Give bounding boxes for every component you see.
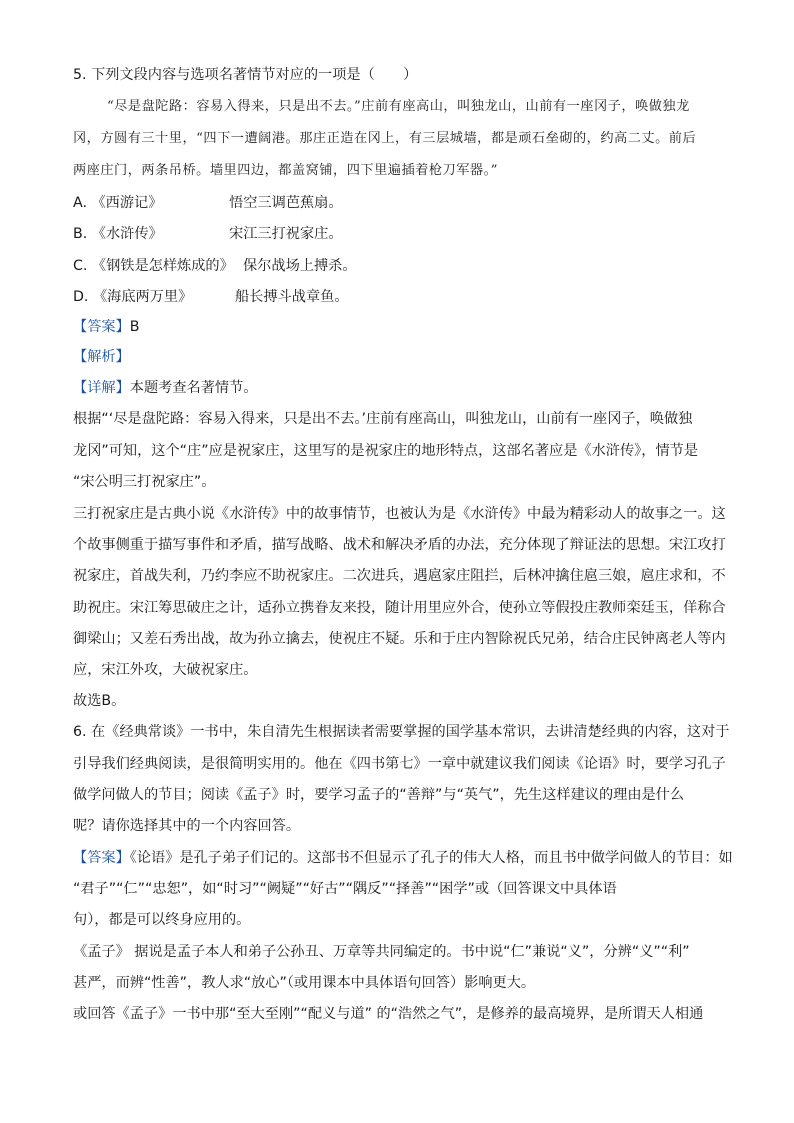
q5-option-b: [73, 224, 343, 244]
option-c-label: C. 《钢铁是怎样炼成的》: [73, 258, 234, 274]
option-d-label: D. 《海底两万里》: [73, 289, 193, 305]
q5-option-a: [73, 193, 343, 213]
option-b-text: 宋江三打祝家庄。: [229, 226, 343, 242]
q6-answer-line-6: 或回答《孟子》一书中那“至大至刚”“配义与道” 的“浩然之气”，是修养的最高境界，是所谓天人相通: [73, 1006, 704, 1022]
q5-quote-line-3: 两座庄门，两条吊桥。墙里四边，都盖窝铺，四下里遍插着枪刀军器。”: [73, 163, 498, 178]
q6-stem-line-2: 引导我们经典阅读，是很简明实用的。他在《四书第七》一章中就建议我们阅读《论语》时，要学习孔子: [73, 756, 726, 772]
q6-answer-tag: 【答案】: [73, 850, 130, 866]
q6-answer-line-3: 句），都是可以终身应用的。: [73, 912, 251, 928]
option-c-text: 保尔战场上搏杀。: [243, 258, 357, 274]
option-a-label: A. 《西游记》: [73, 195, 163, 211]
q5-detail-line-6: 祝家庄，首战失利，乃约李应不助祝家庄。二次进兵，遇扈家庄阻拦，后林冲擒住扈三娘，扈庄求和，不: [73, 568, 726, 584]
q5-analysis-heading: [73, 347, 130, 367]
q5-detail-line-4: 三打祝家庄是古典小说《水浒传》中的故事情节，也被认为是《水浒传》中最为精彩动人的故事之一。这: [73, 506, 726, 522]
q5-detail-line-10: 故选B。: [73, 693, 126, 709]
q5-detail-line-7: 助祝庄。宋江筹思破庄之计，适孙立携眷友来投，随计用里应外合，使孙立等假投庄教师栾廷玉，佯称合: [73, 600, 726, 616]
answer-tag: 【答案】: [73, 319, 130, 335]
q5-detail-line-2: 龙冈”可知，这个“庄”应是祝家庄，这里写的是祝家庄的地形特点，这部名著应是《水浒传》，情节是: [73, 443, 699, 459]
q5-detail-line-8: 御梁山；又差石秀出战，故为孙立擒去，使祝庄不疑。乐和于庄内智除祝氏兄弟，结合庄民钟离老人等内: [73, 631, 726, 647]
q5-detail-line-9: 应，宋江外攻，大破祝家庄。: [73, 662, 258, 678]
q6-answer-line-4: 《孟子》 据说是孟子本人和弟子公孙丑、万章等共同编定的。书中说“仁”兼说“义”，分辨“义”“利”: [73, 944, 690, 960]
option-d-text: 船长搏斗战章鱼。: [235, 289, 349, 305]
q6-stem-line-1: 6. 在《经典常谈》一书中，朱自清先生根据读者需要掌握的国学基本常识，去讲清楚经典的内容，这对于: [73, 724, 730, 740]
analysis-tag: 【解析】: [73, 349, 130, 365]
q5-detail-heading: [73, 378, 257, 398]
q5-option-d: [73, 287, 349, 307]
q6-stem-line-3: 做学问做人的节目；阅读《孟子》时，要学习孟子的“善辩”与“英气”，先生这样建议的理由是什么: [73, 787, 685, 803]
q6-stem-line-4: 呢？请你选择其中的一个内容回答。: [73, 818, 301, 834]
answer-value: B: [129, 319, 140, 335]
q5-answer: [73, 317, 140, 337]
q5-detail-line-1: 根据“‘尽是盘陀路：容易入得来，只是出不去。’庄前有座高山，叫独龙山，山前有一座冈子，唤做独: [73, 411, 693, 427]
q5-stem: 5. 下列文段内容与选项名著情节对应的一项是（ ）: [73, 67, 418, 83]
q6-answer-line-5: 甚严，而辨“性善”，教人求“放心”（或用课本中具体语句回答）影响更大。: [73, 975, 536, 991]
option-b-label: B. 《水浒传》: [73, 226, 163, 242]
q5-option-c: [73, 256, 357, 276]
q5-detail-line-3: “宋公明三打祝家庄”。: [73, 474, 216, 490]
q5-quote-line-2: 冈，方圆有三十里，“四下一遭阔港。那庄正造在冈上，有三层城墙，都是顽石垒砌的，约高二丈。前后: [73, 131, 697, 146]
q5-quote-line-1: “尽是盘陀路：容易入得来，只是出不去。”庄前有座高山，叫独龙山，山前有一座冈子，唤做独龙: [107, 99, 690, 114]
q6-answer-line-2: “君子”“仁”“忠恕”，如“时习”“阙疑”“好古”“隅反”“择善”“困学”或（回答课文中具体语: [73, 881, 617, 897]
q5-detail-line-5: 个故事侧重于描写事件和矛盾，描写战略、战术和解决矛盾的办法，充分体现了辩证法的思想。宋江攻打: [73, 537, 726, 553]
q6-answer-line-1: [73, 848, 733, 868]
detail-tag: 【详解】: [73, 380, 130, 396]
q6-answer-text-1: 《论语》是孔子弟子们记的。这部书不但显示了孔子的伟大人格，而且书中做学问做人的节目：如: [129, 850, 733, 866]
detail-intro: 本题考查名著情节。: [129, 380, 258, 396]
option-a-text: 悟空三调芭蕉扇。: [229, 195, 343, 211]
